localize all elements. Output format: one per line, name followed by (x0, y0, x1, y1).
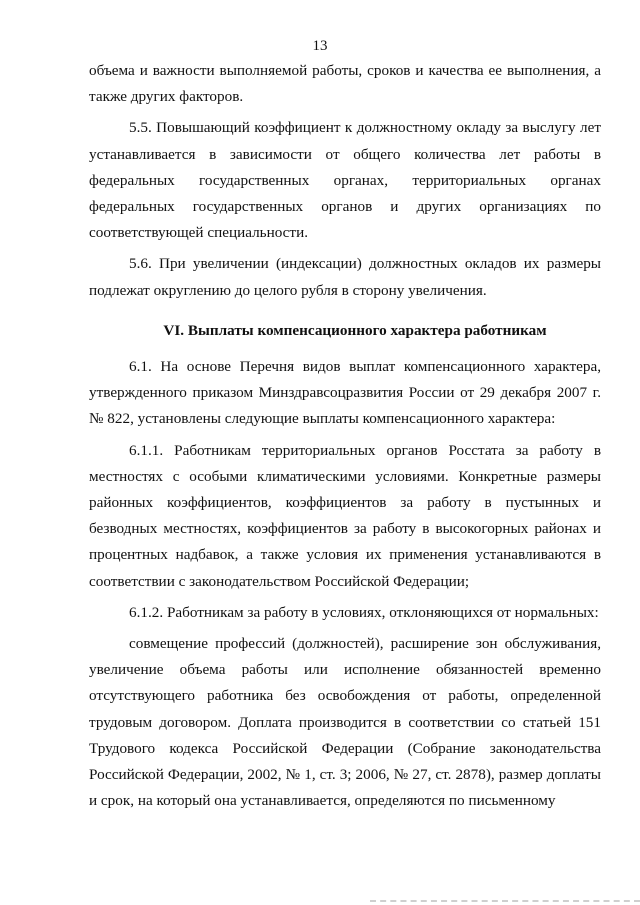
page-number: 13 (312, 38, 328, 54)
section-heading: VI. Выплаты компенсационного характера работникам (163, 321, 547, 339)
scan-edge-artifact (370, 900, 640, 902)
paragraph-6-1-2: 6.1.2. Работникам за работу в условиях, отклоняющихся от нормальных: (129, 603, 599, 621)
document-body (89, 58, 601, 814)
paragraph-continuation: объема и важности выполняемой работы, сроков и качества ее выполнения, а также других факторов. (89, 62, 601, 106)
paragraph-5-6: 5.6. При увеличении (индексации) должностных окладов их размеры подлежат округлению до целого рубля в сторону увеличения. (89, 255, 601, 299)
paragraph-combination: совмещение профессий (должностей), расширение зон обслуживания, увеличение объема работы или исполнение обязанностей временно отсутствующего работника без освобождения от работы, определенной трудовым договором. Доплата производится в соответствии со статьей 151 Трудового кодекса Российской Федерации (Собрание законодательства Российской Федерации, 2002, № 1, ст. 3; 2006, № 27, ст. 2878), размер доплаты и срок, на который она устанавливается, определяются по письменному (89, 635, 601, 810)
paragraph-6-1-1: 6.1.1. Работникам территориальных органов Росстата за работу в местностях с особыми климатическими условиями. Конкретные размеры районных коэффициентов, коэффициентов за работу в пустынных и безводных местностях, коэффициентов за работу в высокогорных районах и процентных надбавок, а также условия их применения устанавливаются в соответствии с законодательством Российской Федерации; (89, 441, 601, 590)
paragraph-6-1: 6.1. На основе Перечня видов выплат компенсационного характера, утвержденного приказом Минздравсоцразвития России от 29 декабря 2007 г. № 822, установлены следующие выплаты компенсационного характера: (89, 358, 601, 428)
paragraph-5-5: 5.5. Повышающий коэффициент к должностному окладу за выслугу лет устанавливается в зависимости от общего количества лет работы в федеральных государственных органах, территориальных органах федеральных государственных органов и других организациях по соответствующей специальности. (89, 119, 601, 242)
